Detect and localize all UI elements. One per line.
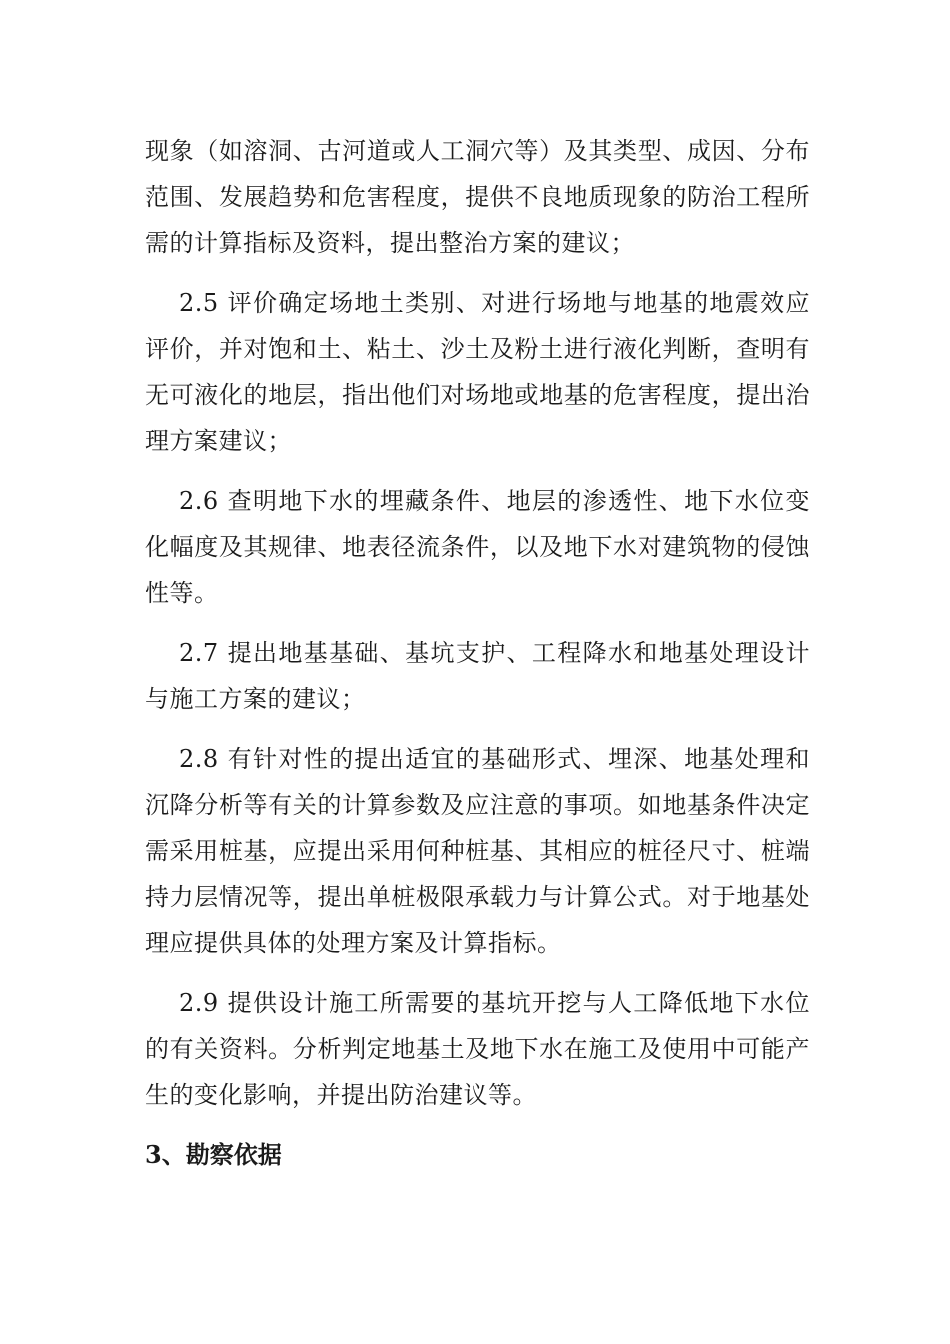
paragraph-continuation: 现象（如溶洞、古河道或人工洞穴等）及其类型、成因、分布范围、发展趋势和危害程度，提供不良地质现象的防治工程所需的计算指标及资料，提出整治方案的建议； <box>145 137 810 257</box>
paragraph-2-5: 2.5 评价确定场地土类别、对进行场地与地基的地震效应评价，并对饱和土、粘土、沙土及粉土进行液化判断，查明有无可液化的地层，指出他们对场地或地基的危害程度，提出治理方案建议； <box>145 289 810 455</box>
paragraph-2-8: 2.8 有针对性的提出适宜的基础形式、埋深、地基处理和沉降分析等有关的计算参数及应注意的事项。如地基条件决定需采用桩基，应提出采用何种桩基、其相应的桩径尺寸、桩端持力层情况等，提出单桩极限承载力与计算公式。对于地基处理应提供具体的处理方案及计算指标。 <box>145 745 810 957</box>
section-heading: 3、勘察依据 <box>145 1140 282 1169</box>
paragraph-2-6: 2.6 查明地下水的埋藏条件、地层的渗透性、地下水位变化幅度及其规律、地表径流条件，以及地下水对建筑物的侵蚀性等。 <box>145 487 810 607</box>
document-page <box>145 128 810 1178</box>
paragraph-2-9: 2.9 提供设计施工所需要的基坑开挖与人工降低地下水位的有关资料。分析判定地基土及地下水在施工及使用中可能产生的变化影响，并提出防治建议等。 <box>145 989 810 1109</box>
paragraph-2-7: 2.7 提出地基基础、基坑支护、工程降水和地基处理设计与施工方案的建议； <box>145 639 810 713</box>
